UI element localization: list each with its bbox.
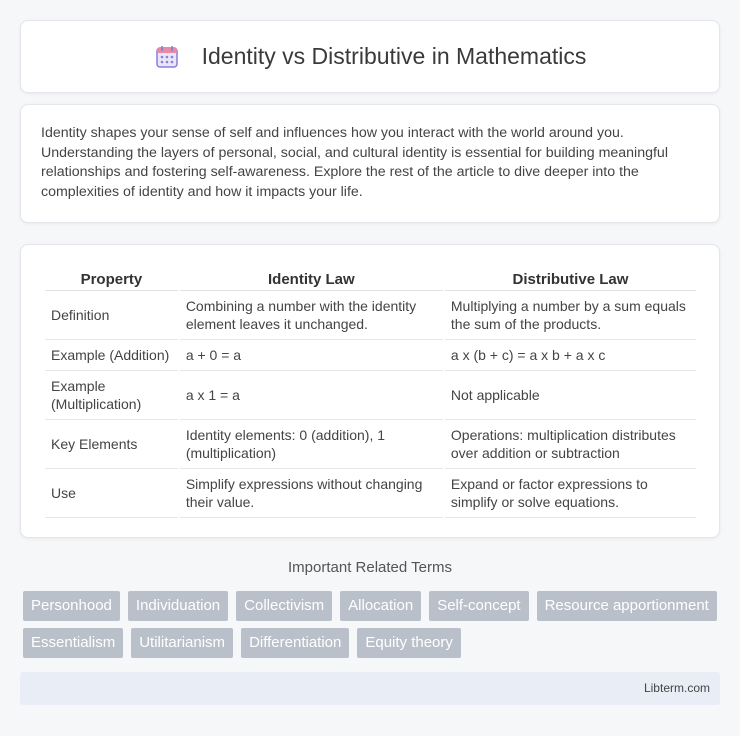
table-cell: a x 1 = a (180, 371, 443, 420)
related-terms-list (23, 591, 723, 658)
page-title: Identity vs Distributive in Mathematics (201, 43, 587, 69)
table-cell: a x (b + c) = a x b + a x c (445, 340, 696, 371)
tag-personhood[interactable]: Personhood (23, 591, 120, 621)
table-cell: Example (Multiplication) (45, 371, 178, 420)
table-cell: Not applicable (445, 371, 696, 420)
tag-utilitarianism[interactable]: Utilitarianism (131, 628, 233, 658)
table-cell: Definition (45, 291, 178, 340)
header-distributive-law: Distributive Law (445, 265, 696, 291)
table-cell: Combining a number with the identity element leaves it unchanged. (180, 291, 443, 340)
intro-text: Identity shapes your sense of self and influences how you interact with the world around you. Understanding the layers of personal, social, and cultural identity is essential for building meaningful relationships and fostering self-awareness. Explore the rest of the article to dive deeper into the complexities of identity and how it impacts your life. (41, 125, 668, 200)
table-header-row (45, 265, 696, 291)
header-identity-law: Identity Law (180, 265, 443, 291)
table-cell: a + 0 = a (180, 340, 443, 371)
title-card (20, 20, 720, 93)
footer (20, 672, 720, 705)
table-row (45, 291, 696, 340)
table-cell: Example (Addition) (45, 340, 178, 371)
table-cell: Multiplying a number by a sum equals the sum of the products. (445, 291, 696, 340)
tag-allocation[interactable]: Allocation (340, 591, 421, 621)
comparison-table-card (20, 244, 720, 538)
intro-card (20, 104, 720, 223)
comparison-table (43, 265, 698, 518)
table-cell: Operations: multiplication distributes over addition or subtraction (445, 420, 696, 469)
tag-collectivism[interactable]: Collectivism (236, 591, 332, 621)
table-row (45, 340, 696, 371)
header-property: Property (45, 265, 178, 291)
tag-differentiation[interactable]: Differentiation (241, 628, 349, 658)
tag-self-concept[interactable]: Self-concept (429, 591, 528, 621)
table-cell: Expand or factor expressions to simplify or solve equations. (445, 469, 696, 518)
table-row (45, 371, 696, 420)
table-row (45, 420, 696, 469)
table-cell: Use (45, 469, 178, 518)
table-row (45, 469, 696, 518)
table-cell: Identity elements: 0 (addition), 1 (multiplication) (180, 420, 443, 469)
table-cell: Simplify expressions without changing their value. (180, 469, 443, 518)
tag-individuation[interactable]: Individuation (128, 591, 228, 621)
footer-brand-link[interactable]: Libterm.com (643, 681, 710, 695)
tag-resource-apportionment[interactable]: Resource apportionment (537, 591, 717, 621)
tag-essentialism[interactable]: Essentialism (23, 628, 123, 658)
calendar-grid-icon (154, 44, 180, 70)
related-terms-heading: Important Related Terms (288, 559, 452, 576)
table-cell: Key Elements (45, 420, 178, 469)
tag-equity-theory[interactable]: Equity theory (357, 628, 461, 658)
